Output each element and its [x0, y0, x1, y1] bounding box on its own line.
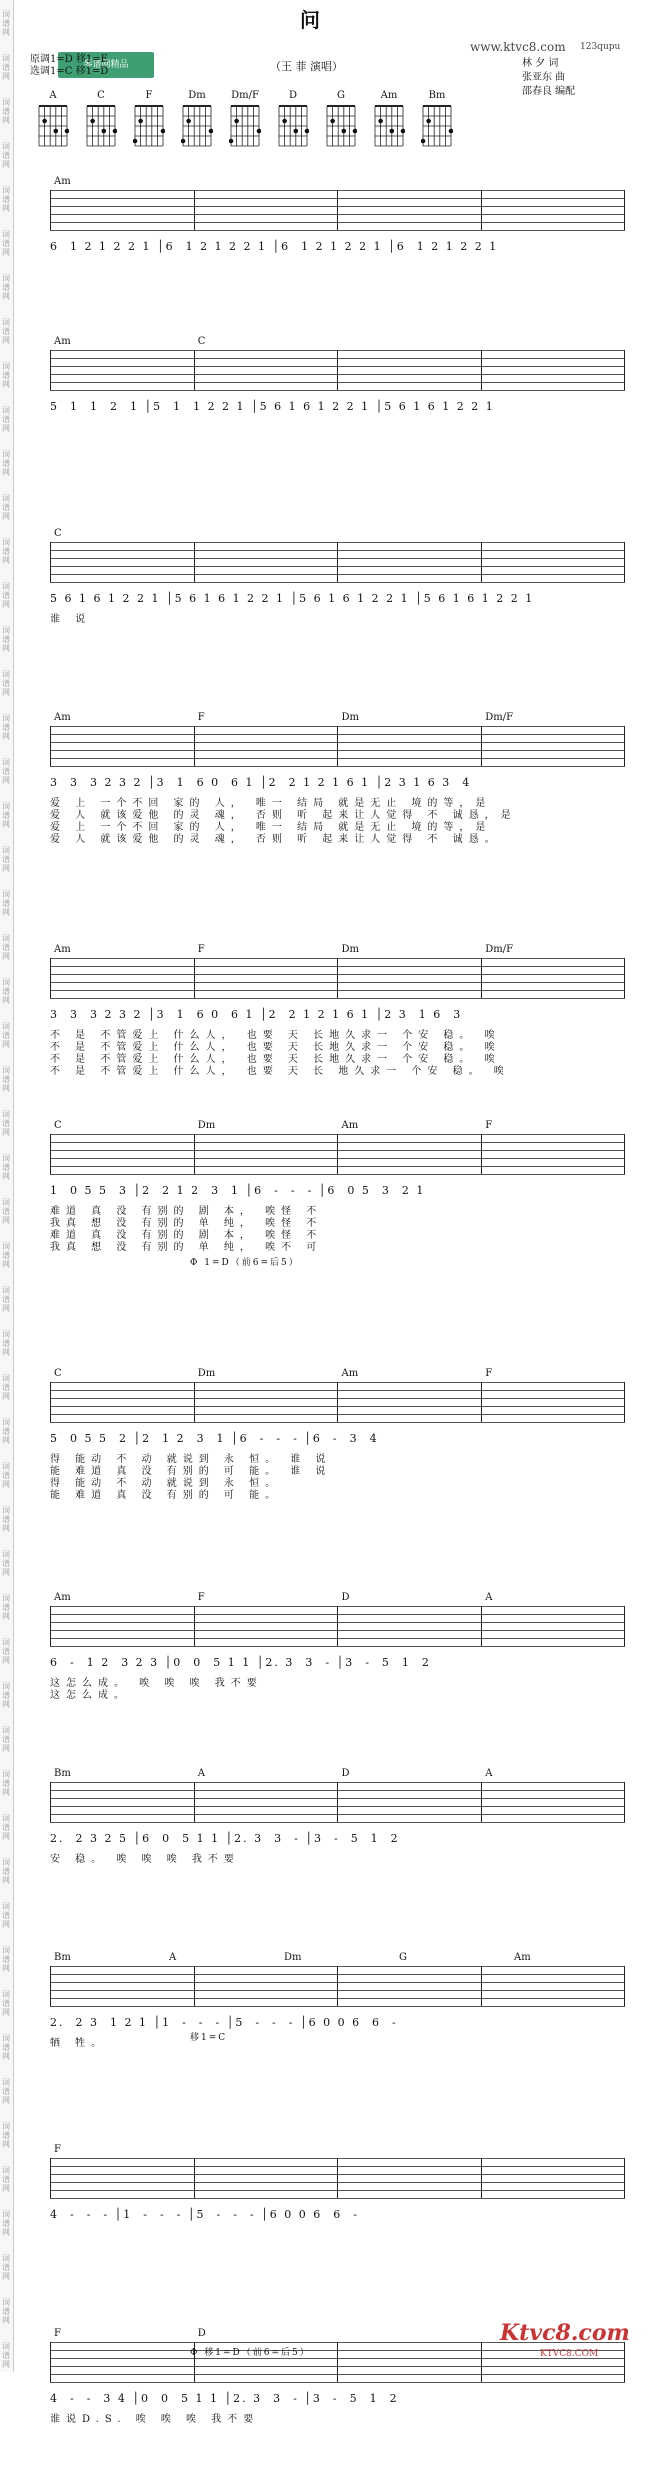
coda-marker: Φ 移1=D（前6=后5）	[190, 2348, 311, 2358]
chord-diagram-am	[366, 90, 412, 156]
chord-name: D	[288, 90, 298, 101]
margin-watermark: 词谱网	[2, 318, 10, 345]
lyric-line: 爱 上 一个不回 家的 人， 唯一 结局 就是无止 境的等，是	[50, 798, 492, 809]
chord-label: A	[485, 1592, 493, 1603]
chord-label: Dm	[197, 1120, 216, 1131]
jianpu-notes: 6 - 1 2 3 2 3 │0 0 5 1 1 │2. 3 3 - │3 - 5 1 2	[50, 1656, 431, 1669]
chord-name: A	[49, 90, 57, 101]
chord-label: D	[341, 1592, 350, 1603]
margin-watermark: 词谱网	[2, 1726, 10, 1753]
tab-staff	[50, 2158, 625, 2198]
tab-staff	[50, 1966, 625, 2006]
chord-name: Am	[380, 90, 398, 101]
lyric-line: 难道 真 没 有别的 剧 本， 唉怪 不	[50, 1230, 323, 1241]
chord-diagram-g	[318, 90, 364, 156]
tab-staff	[50, 958, 625, 998]
margin-watermark: 词谱网	[2, 2078, 10, 2105]
footer-logo: Ktvc8.com	[500, 2320, 630, 2346]
margin-watermark: 词谱网	[2, 362, 10, 389]
tab-staff	[50, 1134, 625, 1174]
chord-diagram-d	[270, 90, 316, 156]
margin-watermark: 词谱网	[2, 802, 10, 829]
margin-watermark: 词谱网	[2, 2166, 10, 2193]
margin-watermark: 词谱网	[2, 626, 10, 653]
lyric-line: 这怎么成。 唉 唉 唉 我不要	[50, 1678, 263, 1689]
lyric-line: 爱 上 一个不回 家的 人， 唯一 结局 就是无止 境的等，是	[50, 822, 492, 833]
chord-label: F	[485, 1120, 493, 1131]
margin-watermark: 词谱网	[2, 1506, 10, 1533]
margin-watermark: 词谱网	[2, 1418, 10, 1445]
chord-name: Bm	[428, 90, 446, 101]
song-title: 问	[300, 8, 320, 32]
margin-watermark: 词谱网	[2, 1858, 10, 1885]
margin-watermark: 词谱网	[2, 1946, 10, 1973]
jianpu-notes: 2. 2 3 1 2 1 │1 - - - │5 - - - │6 0 0 6 6 -	[50, 2016, 398, 2029]
margin-watermark: 词谱网	[2, 1242, 10, 1269]
margin-watermark: 词谱网	[2, 230, 10, 257]
margin-watermark: 词谱网	[2, 890, 10, 917]
lyric-line: 这怎么成。	[50, 1690, 130, 1701]
lyric-line: 牺 牲。	[50, 2038, 108, 2049]
chord-name: G	[337, 90, 345, 101]
margin-watermark: 词谱网	[2, 582, 10, 609]
tab-staff	[50, 726, 625, 766]
coda-marker: 移1=C	[190, 2033, 228, 2043]
margin-watermark: 词谱网	[2, 2298, 10, 2325]
margin-watermark: 词谱网	[2, 1462, 10, 1489]
jianpu-notes: 3 3 3 2 3 2 │3 1 6 0 6 1 │2 2 1 2 1 6 1 │2 3 1 6 3	[50, 1008, 463, 1021]
chord-name: C	[97, 90, 105, 101]
chord-diagram-a	[30, 90, 76, 156]
chord-label: Am	[341, 1368, 359, 1379]
margin-watermark: 词谱网	[2, 406, 10, 433]
chord-label: A	[169, 1952, 177, 1963]
music-system	[50, 1952, 625, 2102]
key-line-original: 原调1=D 移1=E	[30, 54, 108, 65]
lyric-line: 谁说D.S. 唉 唉 唉 我不要	[50, 2414, 260, 2425]
lyric-line: 我真 想 没 有别的 单 纯， 唉不 可	[50, 1242, 323, 1253]
music-system	[50, 176, 625, 326]
chord-label: Dm	[341, 944, 359, 955]
tab-staff	[50, 190, 625, 230]
lyric-line: 不 是 不管爱上 什么人， 也要 天 长地久求一 个安 稳。 唉	[50, 1030, 501, 1041]
chord-label: G	[399, 1952, 407, 1963]
margin-watermark: 词谱网	[2, 714, 10, 741]
chord-label: C	[54, 528, 62, 539]
chord-diagram-c	[78, 90, 124, 156]
margin-watermark: 词谱网	[2, 1770, 10, 1797]
margin-watermark: 词谱网	[2, 494, 10, 521]
tab-staff	[50, 1382, 625, 1422]
tab-staff	[50, 542, 625, 582]
jianpu-notes: 1 0 5 5 3 │2 2 1 2 3 1 │6 - - - │6 0 5 3 2 1	[50, 1184, 426, 1197]
margin-watermark: 词谱网	[2, 98, 10, 125]
chord-label: Am	[54, 176, 71, 187]
music-system	[50, 2328, 625, 2478]
jianpu-notes: 4 - - 3 4 │0 0 5 1 1 │2. 3 3 - │3 - 5 1 2	[50, 2392, 399, 2405]
jianpu-notes: 5 6 1 6 1 2 2 1 │5 6 1 6 1 2 2 1 │5 6 1 6 1 2 2 1 │5 6 1 6 1 2 2 1	[50, 592, 535, 605]
jianpu-notes: 6 1 2 1 2 2 1 │6 1 2 1 2 2 1 │6 1 2 1 2 2 1 │6 1 2 1 2 2 1	[50, 240, 499, 253]
margin-watermark: 词谱网	[2, 978, 10, 1005]
music-system	[50, 1120, 625, 1270]
margin-watermark: 词谱网	[2, 2254, 10, 2281]
margin-watermark: 词谱网	[2, 1550, 10, 1577]
margin-watermark: 词谱网	[2, 846, 10, 873]
site-stamp: 琴谱网精品	[58, 52, 154, 78]
jianpu-notes: 5 0 5 5 2 │2 1 2 3 1 │6 - - - │6 - 3 4	[50, 1432, 379, 1445]
margin-watermark: 词谱网	[2, 1638, 10, 1665]
site-url[interactable]: www.ktvc8.com	[470, 40, 566, 54]
tab-staff	[50, 350, 625, 390]
performer-line: （王 菲 演唱）	[270, 60, 343, 73]
chord-label: Dm	[341, 712, 359, 723]
chord-label: A	[485, 1768, 493, 1779]
coda-marker: Φ 1=D（前6=后5）	[190, 1258, 300, 1268]
chord-diagram-bm	[414, 90, 460, 156]
jianpu-notes: 4 - - - │1 - - - │5 - - - │6 0 0 6 6 -	[50, 2208, 359, 2221]
music-system	[50, 1368, 625, 1518]
margin-watermark: 词谱网	[2, 1198, 10, 1225]
music-system	[50, 336, 625, 486]
lyric-line: 爱 人 就该爱他 的灵 魂， 否则 听 起来让人觉得 不 诚恳。	[50, 834, 501, 845]
chord-label: Dm	[197, 1368, 216, 1379]
lyric-line: 难道 真 没 有别的 剧 本， 唉怪 不	[50, 1206, 323, 1217]
chord-label: C	[197, 336, 206, 347]
tab-staff	[50, 1782, 625, 1822]
site-sub: 123qupu	[580, 42, 621, 52]
chord-label: Dm	[284, 1952, 302, 1963]
jianpu-notes: 2. 2 3 2 5 │6 0 5 1 1 │2. 3 3 - │3 - 5 1 2	[50, 1832, 400, 1845]
music-system	[50, 712, 625, 862]
chord-label: Dm/F	[485, 712, 514, 723]
lyricist-credit: 林 夕 词	[522, 58, 559, 69]
chord-label: D	[197, 2328, 206, 2339]
margin-watermark: 词谱网	[2, 1682, 10, 1709]
chord-label: Bm	[54, 1952, 71, 1963]
margin-watermark: 词谱网	[2, 1110, 10, 1137]
left-margin-strip	[0, 0, 14, 2372]
margin-watermark: 词谱网	[2, 758, 10, 785]
lyric-line: 安 稳。 唉 唉 唉 我不要	[50, 1854, 240, 1865]
margin-watermark: 词谱网	[2, 1902, 10, 1929]
lyric-line: 爱 人 就该爱他 的灵 魂， 否则 听 起来让人觉得 不 诚恳，是	[50, 810, 517, 821]
chord-name: Dm	[188, 90, 206, 101]
chord-label: F	[485, 1368, 493, 1379]
composer-credit: 张亚东 曲	[522, 72, 566, 83]
margin-watermark: 词谱网	[2, 142, 10, 169]
margin-watermark: 词谱网	[2, 186, 10, 213]
lyric-line: 能 难道 真 没 有别的 可 能。 谁 说	[50, 1466, 332, 1477]
lyric-line: 不 是 不管爱上 什么人， 也要 天 长 地久求一 个安 稳。 唉	[50, 1066, 510, 1077]
chord-label: Dm/F	[485, 944, 514, 955]
margin-watermark: 词谱网	[2, 2034, 10, 2061]
chord-label: F	[54, 2144, 61, 2155]
chord-label: Am	[514, 1952, 531, 1963]
jianpu-notes: 3 3 3 2 3 2 │3 1 6 0 6 1 │2 2 1 2 1 6 1 │2 3 1 6 3 4	[50, 776, 472, 789]
chord-label: F	[54, 2328, 61, 2339]
margin-watermark: 词谱网	[2, 1286, 10, 1313]
margin-watermark: 词谱网	[2, 2342, 10, 2369]
margin-watermark: 词谱网	[2, 274, 10, 301]
margin-watermark: 词谱网	[2, 934, 10, 961]
chord-label: Am	[54, 336, 71, 347]
lyric-line: 能 难道 真 没 有别的 可 能。	[50, 1490, 282, 1501]
music-system	[50, 1768, 625, 1918]
chord-diagram-f	[126, 90, 172, 156]
lyric-line: 不 是 不管爱上 什么人， 也要 天 长地久求一 个安 稳。 唉	[50, 1042, 501, 1053]
chord-label: F	[197, 712, 205, 723]
chord-label: Am	[54, 944, 71, 955]
chord-label: D	[341, 1768, 350, 1779]
chord-name: Dm/F	[231, 90, 259, 101]
chord-name: F	[145, 90, 153, 101]
chord-label: F	[197, 944, 205, 955]
lyric-line: 得 能动 不 动 就说到 永 恒。 谁 说	[50, 1454, 332, 1465]
chord-diagram-dm-f	[222, 90, 268, 156]
chord-label: A	[197, 1768, 205, 1779]
footer-logo-sub: KTVC8.COM	[540, 2349, 599, 2359]
margin-watermark: 词谱网	[2, 2210, 10, 2237]
margin-watermark: 词谱网	[2, 1594, 10, 1621]
margin-watermark: 词谱网	[2, 670, 10, 697]
music-system	[50, 944, 625, 1094]
lyric-line: 谁 说	[50, 614, 92, 625]
music-system	[50, 2144, 625, 2294]
music-system	[50, 1592, 625, 1742]
chord-label: C	[54, 1368, 62, 1379]
key-line-selected: 选调1=C 移1=D	[30, 66, 109, 77]
margin-watermark: 词谱网	[2, 1154, 10, 1181]
chord-label: C	[54, 1120, 62, 1131]
jianpu-notes: 5 1 1 2 1 │5 1 1 2 2 1 │5 6 1 6 1 2 2 1 │5 6 1 6 1 2 2 1	[50, 400, 495, 413]
margin-watermark: 词谱网	[2, 1990, 10, 2017]
chord-diagram-dm	[174, 90, 220, 156]
margin-watermark: 词谱网	[2, 10, 10, 37]
lyric-line: 不 是 不管爱上 什么人， 也要 天 长地久求一 个安 稳。 唉	[50, 1054, 501, 1065]
tab-staff	[50, 2342, 625, 2382]
chord-label: Bm	[54, 1768, 71, 1779]
margin-watermark: 词谱网	[2, 1330, 10, 1357]
margin-watermark: 词谱网	[2, 538, 10, 565]
music-system	[50, 528, 625, 678]
tab-staff	[50, 1606, 625, 1646]
lyric-line: 我真 想 没 有别的 单 纯， 唉怪 不	[50, 1218, 323, 1229]
chord-label: Am	[54, 712, 71, 723]
margin-watermark: 词谱网	[2, 1814, 10, 1841]
chord-diagram-row	[30, 90, 490, 156]
arranger-credit: 邵春良 编配	[522, 86, 576, 97]
chord-label: Am	[54, 1592, 71, 1603]
margin-watermark: 词谱网	[2, 2122, 10, 2149]
margin-watermark: 词谱网	[2, 1022, 10, 1049]
lyric-line: 得 能动 不 动 就说到 永 恒。	[50, 1478, 282, 1489]
chord-label: Am	[341, 1120, 359, 1131]
chord-label: F	[197, 1592, 205, 1603]
margin-watermark: 词谱网	[2, 54, 10, 81]
margin-watermark: 词谱网	[2, 1066, 10, 1093]
margin-watermark: 词谱网	[2, 450, 10, 477]
margin-watermark: 词谱网	[2, 1374, 10, 1401]
